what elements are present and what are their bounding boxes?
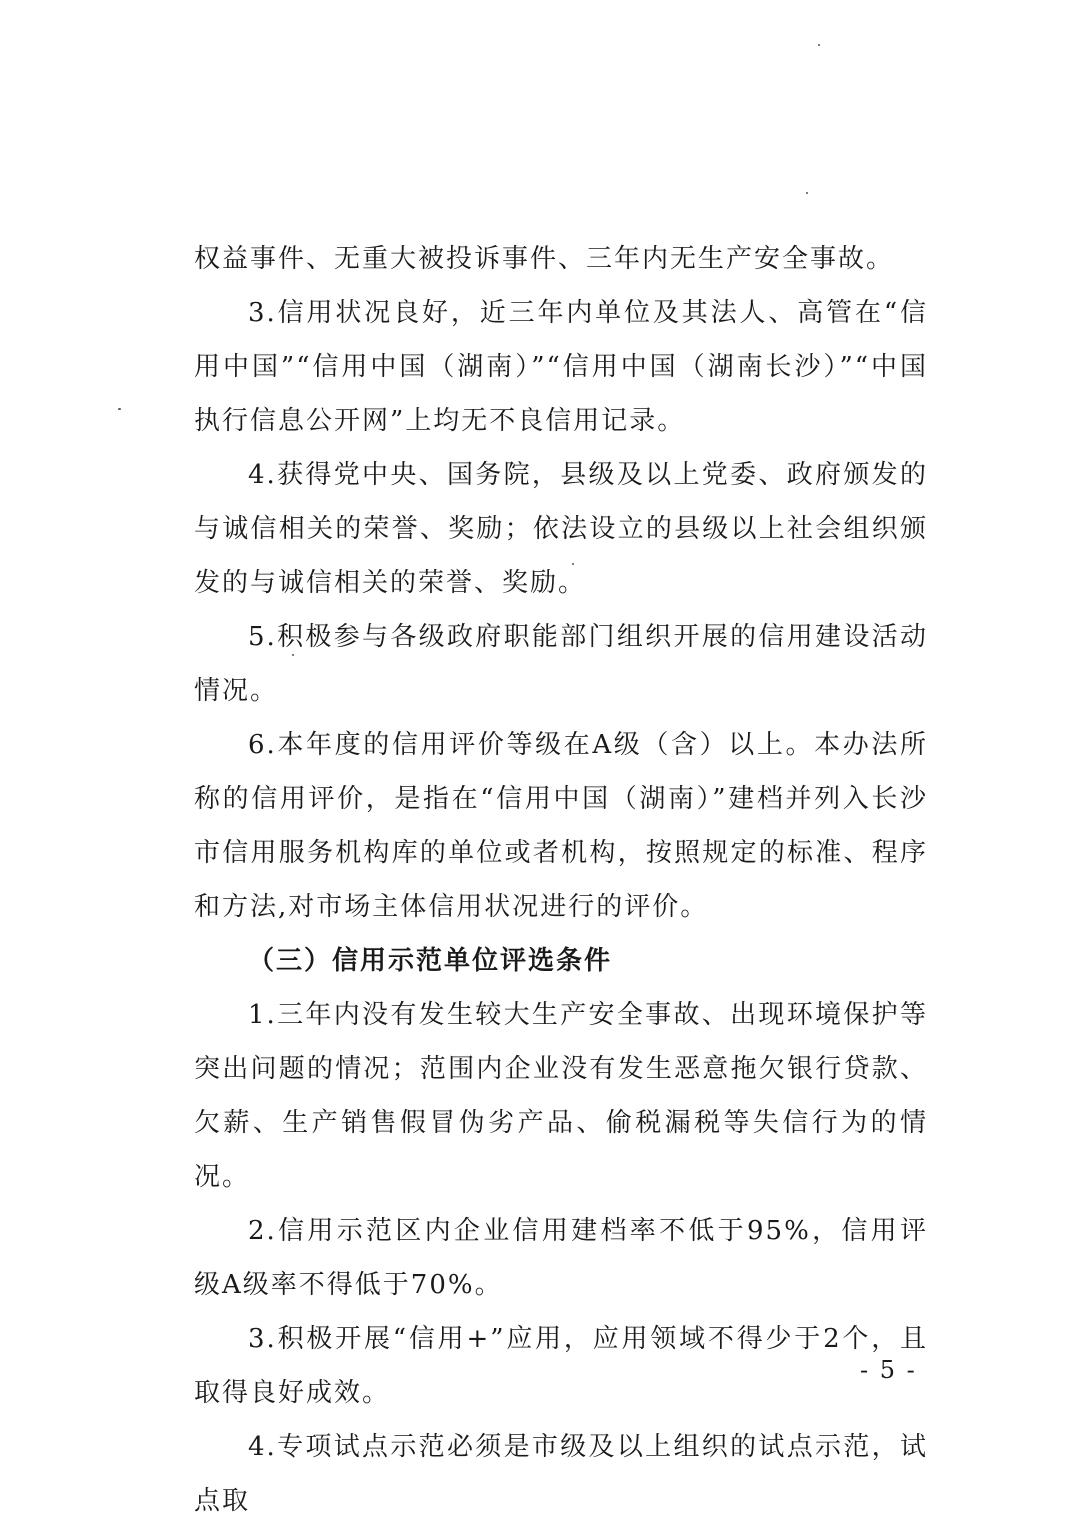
- section-paragraph-item-3: 3.积极开展“信用+”应用，应用领域不得少于2个，且取得良好成效。: [194, 1324, 928, 1408]
- page-number: - 5 -: [860, 1356, 917, 1384]
- section-heading: （三）信用示范单位评选条件: [248, 946, 613, 976]
- section-paragraph-item-2: 2.信用示范区内企业信用建档率不低于95%，信用评级A级率不得低于70%。: [194, 1216, 928, 1300]
- section-paragraph-item-4: 4.专项试点示范必须是市级及以上组织的试点示范，试点取: [194, 1432, 928, 1516]
- scan-speck: [118, 408, 121, 410]
- body-paragraph-item-4: 4.获得党中央、国务院，县级及以上党委、政府颁发的与诚信相关的荣誉、奖励；依法设立的县级以上社会组织颁发的与诚信相关的荣誉、奖励。: [194, 460, 928, 598]
- body-paragraph-item-3: 3.信用状况良好，近三年内单位及其法人、高管在“信用中国”“信用中国（湖南）”“信用中国（湖南长沙）”“中国执行信息公开网”上均无不良信用记录。: [194, 298, 928, 436]
- scan-speck: [818, 44, 820, 46]
- body-paragraph-item-5: 5.积极参与各级政府职能部门组织开展的信用建设活动情况。: [194, 622, 928, 706]
- scan-speck: [806, 192, 808, 194]
- body-paragraph-item-6: 6.本年度的信用评价等级在A级（含）以上。本办法所称的信用评价，是指在“信用中国（湖南）”建档并列入长沙市信用服务机构库的单位或者机构，按照规定的标准、程序和方法,对市场主体信用状况进行的评价。: [194, 730, 928, 922]
- document-body: [194, 232, 928, 1528]
- body-paragraph-continuation: 权益事件、无重大被投诉事件、三年内无生产安全事故。: [194, 244, 895, 274]
- section-paragraph-item-1: 1.三年内没有发生较大生产安全事故、出现环境保护等突出问题的情况；范围内企业没有发生恶意拖欠银行贷款、欠薪、生产销售假冒伪劣产品、偷税漏税等失信行为的情况。: [194, 1000, 928, 1192]
